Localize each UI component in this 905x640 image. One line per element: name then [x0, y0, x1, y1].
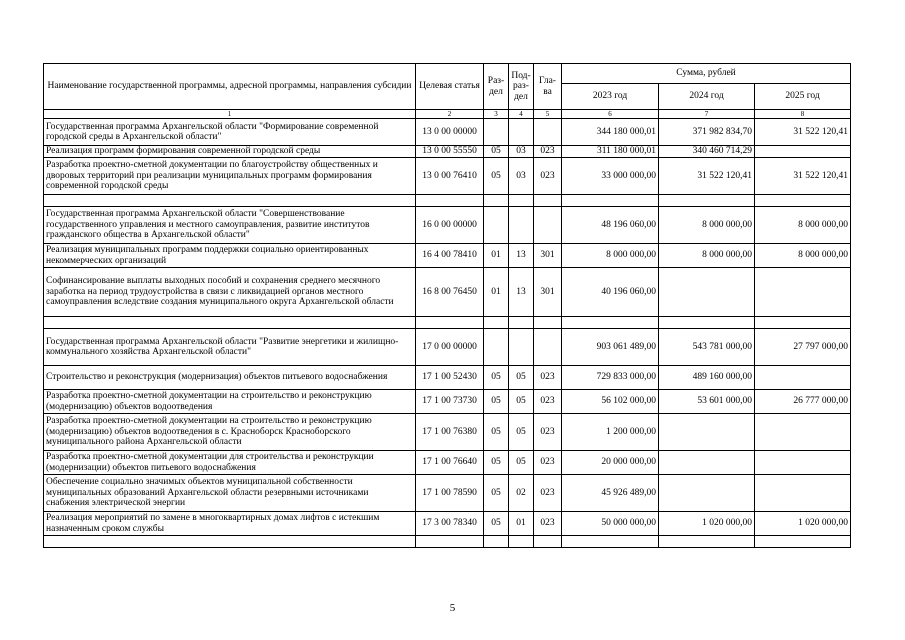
header-chapter: Гла-ва	[534, 64, 562, 110]
colnum: 2	[416, 110, 484, 119]
row-section: 05	[484, 366, 509, 390]
colnum: 1	[44, 110, 416, 119]
row-2025	[755, 146, 851, 158]
row-subsection: 05	[509, 414, 534, 451]
row-code: 16 8 00 76450	[416, 268, 484, 317]
row-code: 13 0 00 55550	[416, 146, 484, 158]
row-name: Разработка проектно-сметной документации на строительство и реконструкцию (модернизацию) объектов водоотведения в с. Красноборск Красноборского муниципального района Архангельской области	[44, 414, 416, 451]
row-2023: 48 196 060,00	[562, 207, 659, 244]
row-section: 05	[484, 390, 509, 414]
row-2025: 1 020 000,00	[755, 512, 851, 536]
table-row	[44, 268, 851, 317]
table-row	[44, 329, 851, 366]
header-subsection: Под-раз-дел	[509, 64, 534, 110]
page-number: 5	[449, 602, 456, 614]
row-chapter	[534, 119, 562, 146]
row-2023: 311 180 000,01	[562, 146, 659, 158]
row-section: 01	[484, 244, 509, 268]
table-row	[44, 146, 851, 158]
row-code: 17 1 00 73730	[416, 390, 484, 414]
row-2024	[659, 475, 755, 512]
table-row	[44, 390, 851, 414]
row-2023: 50 000 000,00	[562, 512, 659, 536]
row-2023: 8 000 000,00	[562, 244, 659, 268]
table-row	[44, 244, 851, 268]
row-code: 17 3 00 78340	[416, 512, 484, 536]
row-chapter: 023	[534, 146, 562, 158]
row-2025: 8 000 000,00	[755, 207, 851, 244]
row-code: 17 1 00 78590	[416, 475, 484, 512]
row-section: 05	[484, 158, 509, 195]
row-section	[484, 119, 509, 146]
row-2025	[755, 475, 851, 512]
row-2025: 26 777 000,00	[755, 390, 851, 414]
table-row	[44, 414, 851, 451]
row-subsection: 03	[509, 146, 534, 158]
table-row	[44, 366, 851, 390]
row-2023: 33 000 000,00	[562, 158, 659, 195]
row-section: 05	[484, 512, 509, 536]
row-2024	[659, 268, 755, 317]
row-section	[484, 329, 509, 366]
colnum: 8	[755, 110, 851, 119]
row-name: Разработка проектно-сметной документации по благоустройству общественных и дворовых территорий при реализации муниципальных программ формирования современной городской среды	[44, 158, 416, 195]
header-2025: 2025 год	[755, 84, 851, 110]
spacer-row	[44, 195, 851, 207]
row-2024: 371 982 834,70	[659, 119, 755, 146]
header-target: Целевая статья	[416, 64, 484, 110]
row-section: 05	[484, 451, 509, 475]
row-subsection: 13	[509, 268, 534, 317]
row-subsection: 03	[509, 158, 534, 195]
header-section: Раз-дел	[484, 64, 509, 110]
row-code: 17 1 00 52430	[416, 366, 484, 390]
row-name: Реализация программ формирования современной городской среды	[44, 146, 416, 158]
row-2024	[659, 451, 755, 475]
row-chapter: 023	[534, 390, 562, 414]
row-subsection	[509, 329, 534, 366]
row-code: 16 0 00 00000	[416, 207, 484, 244]
colnum: 6	[562, 110, 659, 119]
table-row	[44, 119, 851, 146]
row-code: 13 0 00 00000	[416, 119, 484, 146]
row-2024: 543 781 000,00	[659, 329, 755, 366]
row-code: 17 0 00 00000	[416, 329, 484, 366]
header-2024: 2024 год	[659, 84, 755, 110]
colnum: 4	[509, 110, 534, 119]
colnum: 7	[659, 110, 755, 119]
row-2024: 8 000 000,00	[659, 207, 755, 244]
row-subsection: 05	[509, 366, 534, 390]
row-subsection: 02	[509, 475, 534, 512]
row-code: 13 0 00 76410	[416, 158, 484, 195]
row-2024: 489 160 000,00	[659, 366, 755, 390]
table-row	[44, 512, 851, 536]
row-name: Реализация муниципальных программ поддержки социально ориентированных некоммерческих организаций	[44, 244, 416, 268]
table-row	[44, 158, 851, 195]
header-sum: Сумма, рублей	[562, 64, 851, 84]
row-subsection: 05	[509, 451, 534, 475]
budget-table	[43, 63, 851, 548]
row-name: Софинансирование выплаты выходных пособий и сохранения среднего месячного заработка на период трудоустройства в связи с ликвидацией органов местного самоуправления вследствие создания муниципального округа Архангельской области	[44, 268, 416, 317]
colnum: 3	[484, 110, 509, 119]
row-section	[484, 207, 509, 244]
header-name: Наименование государственной программы, адресной программы, направления субсидии	[44, 64, 416, 110]
row-chapter	[534, 207, 562, 244]
row-code: 17 1 00 76380	[416, 414, 484, 451]
row-2024: 1 020 000,00	[659, 512, 755, 536]
row-section: 01	[484, 268, 509, 317]
row-section: 05	[484, 414, 509, 451]
row-2023: 56 102 000,00	[562, 390, 659, 414]
row-code: 17 1 00 76640	[416, 451, 484, 475]
row-2024	[659, 414, 755, 451]
row-2023: 344 180 000,01	[562, 119, 659, 146]
row-name: Государственная программа Архангельской области "Развитие энергетики и жилищно-коммунального хозяйства Архангельской области"	[44, 329, 416, 366]
row-2025	[755, 268, 851, 317]
row-2023: 903 061 489,00	[562, 329, 659, 366]
row-subsection: 05	[509, 390, 534, 414]
row-2024: 8 000 000,00	[659, 244, 755, 268]
row-chapter: 023	[534, 475, 562, 512]
row-2024: 31 522 120,41	[659, 158, 755, 195]
row-name: Государственная программа Архангельской области "Совершенствование государственного управления и местного самоуправления, развитие институтов гражданского общества в Архангельской области"	[44, 207, 416, 244]
row-2025: 31 522 120,41	[755, 158, 851, 195]
row-section: 05	[484, 146, 509, 158]
row-name: Разработка проектно-сметной документации на строительство и реконструкцию (модернизацию) объектов водоотведения	[44, 390, 416, 414]
row-2025: 31 522 120,41	[755, 119, 851, 146]
row-2024: 53 601 000,00	[659, 390, 755, 414]
row-chapter: 023	[534, 366, 562, 390]
row-subsection: 13	[509, 244, 534, 268]
row-chapter: 301	[534, 268, 562, 317]
row-2023: 40 196 060,00	[562, 268, 659, 317]
row-2023: 20 000 000,00	[562, 451, 659, 475]
header-2023: 2023 год	[562, 84, 659, 110]
row-chapter	[534, 329, 562, 366]
row-2023: 729 833 000,00	[562, 366, 659, 390]
table-row	[44, 451, 851, 475]
row-subsection: 01	[509, 512, 534, 536]
row-code: 16 4 00 78410	[416, 244, 484, 268]
row-2024: 340 460 714,29	[659, 146, 755, 158]
spacer-row	[44, 317, 851, 329]
row-name: Обеспечение социально значимых объектов муниципальной собственности муниципальных образований Архангельской области резервными источниками снабжения электрической энергии	[44, 475, 416, 512]
spacer-row	[44, 536, 851, 548]
row-2025	[755, 366, 851, 390]
colnum: 5	[534, 110, 562, 119]
table-row	[44, 207, 851, 244]
row-name: Строительство и реконструкция (модернизация) объектов питьевого водоснабжения	[44, 366, 416, 390]
row-chapter: 301	[534, 244, 562, 268]
row-subsection	[509, 207, 534, 244]
row-2025	[755, 451, 851, 475]
row-chapter: 023	[534, 158, 562, 195]
row-name: Разработка проектно-сметной документации для строительства и реконструкции (модернизации) объектов питьевого водоснабжения	[44, 451, 416, 475]
row-2023: 45 926 489,00	[562, 475, 659, 512]
row-2023: 1 200 000,00	[562, 414, 659, 451]
row-chapter: 023	[534, 414, 562, 451]
row-section: 05	[484, 475, 509, 512]
row-subsection	[509, 119, 534, 146]
row-chapter: 023	[534, 451, 562, 475]
row-2025: 8 000 000,00	[755, 244, 851, 268]
row-name: Реализация мероприятий по замене в многоквартирных домах лифтов с истекшим назначенным сроком службы	[44, 512, 416, 536]
row-name: Государственная программа Архангельской области "Формирование современной городской среды в Архангельской области"	[44, 119, 416, 146]
table-row	[44, 475, 851, 512]
row-2025	[755, 414, 851, 451]
row-2025: 27 797 000,00	[755, 329, 851, 366]
row-chapter: 023	[534, 512, 562, 536]
